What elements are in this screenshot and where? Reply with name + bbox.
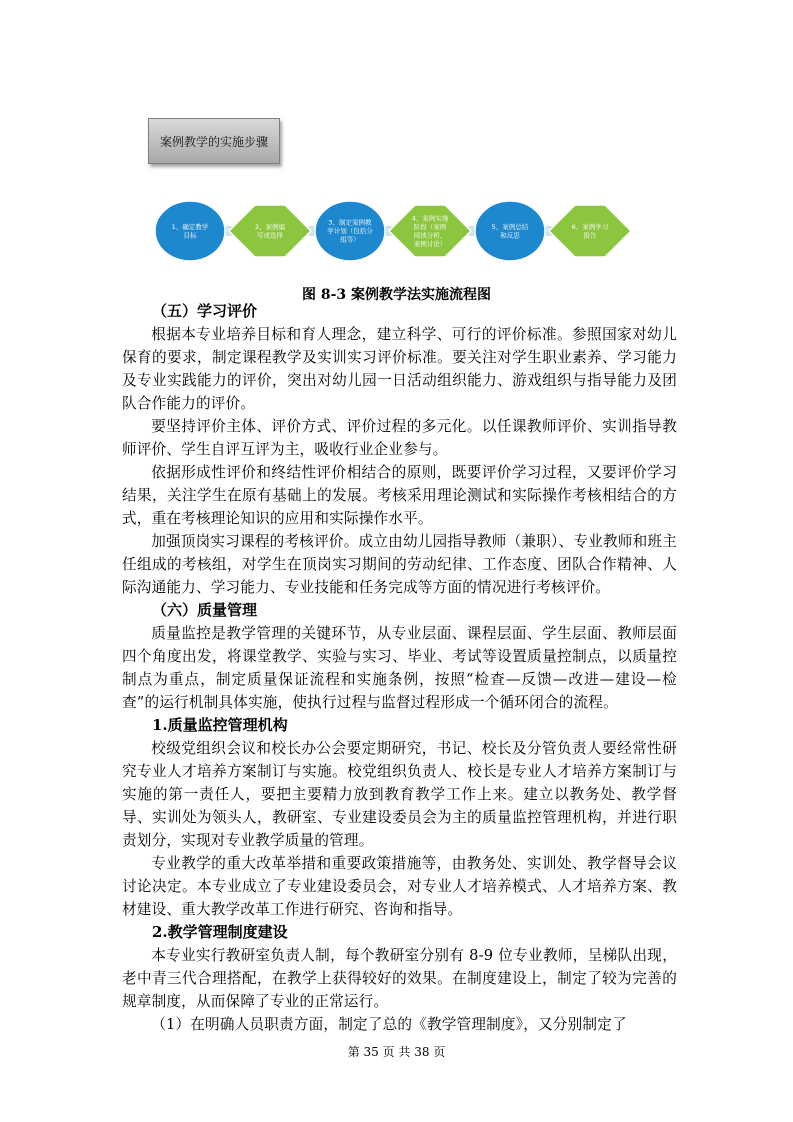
- flow-step-label: 组等）: [340, 235, 360, 244]
- flow-step-label: 写或选择: [257, 231, 283, 240]
- figure-caption: 图 8-3 案例教学法实施流程图: [301, 287, 492, 303]
- flow-step-label: 阶段（案例: [413, 222, 447, 231]
- flowchart-diagram: [148, 118, 648, 278]
- flow-step-label: 2、案例编: [254, 222, 286, 231]
- paragraph: 加强顶岗实习课程的考核评价。成立由幼儿园指导教师（兼职）、专业教师和班主任组成的考核组，对学生在顶岗实习期间的劳动纪律、工作态度、团队合作精神、人际沟通能力、学习能力、专业技能和任务完成等方面的情况进行考核评价。: [122, 533, 677, 596]
- flow-step-3: [315, 201, 385, 261]
- page-footer: 第 35 页 共 38 页: [347, 1045, 446, 1059]
- flow-step-label: 6、案例学习: [571, 222, 609, 231]
- flow-step-6: [549, 205, 631, 257]
- paragraph: 要坚持评价主体、评价方式、评价过程的多元化。以任课教师评价、实训指导教师评价、学生自评互评为主，吸收行业企业参与。: [122, 418, 677, 458]
- paragraph: 本专业实行教研室负责人制，每个教研室分别有 8-9 位专业教师，呈梯队出现，老中青三代合理搭配，在教学上获得较好的效果。在制度建设上，制定了较为完善的规章制度，从而保障了专业的正常运行。: [122, 947, 677, 1010]
- flow-step-label: 5、案例总结: [491, 222, 529, 231]
- flow-step-5: [475, 201, 545, 261]
- section-heading-quality-management: （六）质量管理: [152, 601, 258, 619]
- flowchart: [148, 118, 648, 278]
- flow-step-label: 4、案例实施: [411, 214, 449, 223]
- flow-step-2: [229, 205, 311, 257]
- flowchart-title: 案例教学的实施步骤: [148, 118, 280, 164]
- flow-step-label: 报告: [583, 231, 597, 240]
- flow-step-label: 阅读分析、: [413, 231, 447, 240]
- paragraph: 依据形成性评价和终结性评价相结合的原则，既要评价学习过程，又要评价学习结果，关注学生在原有基础上的发展。考核采用理论测试和实际操作考核相结合的方式，重在考核理论知识的应用和实际操作水平。: [122, 464, 677, 527]
- paragraph: 专业教学的重大改革举措和重要政策措施等，由教务处、实训处、教学督导会议讨论决定。本专业成立了专业建设委员会，对专业人才培养模式、人才培养方案、教材建设、重大教学改革工作进行研究、咨询和指导。: [122, 855, 677, 918]
- paragraph: 校级党组织会议和校长办公会要定期研究，书记、校长及分管负责人要经常性研究专业人才培养方案制订与实施。校党组织负责人、校长是专业人才培养方案制订与实施的第一责任人，要把主要精力放到教育教学工作上来。建立以教务处、教学督导、实训处为领头人，教研室、专业建设委员会为主的质量监控管理机构，并进行职责划分，实现对专业教学质量的管理。: [122, 740, 677, 849]
- section-heading-learning-evaluation: （五）学习评价: [152, 302, 258, 320]
- flow-step-label: 目标: [183, 231, 197, 240]
- subheading-quality-monitoring: 1.质量监控管理机构: [152, 716, 288, 734]
- flow-step-4: [389, 205, 471, 257]
- subheading-management-system: 2.教学管理制度建设: [152, 923, 288, 941]
- flow-step-label: 案例讨论）: [413, 239, 447, 248]
- flow-step-label: 3、制定案例教: [328, 218, 372, 227]
- flow-step-label: 和反思: [500, 231, 520, 240]
- paragraph: 根据本专业培养目标和育人理念，建立科学、可行的评价标准。参照国家对幼儿保育的要求，制定课程教学及实训实习评价标准。要关注对学生职业素养、学习能力及专业实践能力的评价，突出对幼儿园一日活动组织能力、游戏组织与指导能力及团队合作能力的评价。: [122, 326, 677, 412]
- paragraph: （1）在明确人员职责方面，制定了总的《教学管理制度》，又分别制定了: [151, 1016, 627, 1033]
- paragraph: 质量监控是教学管理的关键环节，从专业层面、课程层面、学生层面、教师层面四个角度出发，将课堂教学、实验与实习、毕业、考试等设置质量控制点，以质量控制点为重点，制定质量保证流程和实施条例，按照“检查—反馈—改进—建设—检查”的运行机制具体实施，使执行过程与监督过程形成一个循环闭合的流程。: [122, 625, 677, 711]
- flow-step-1: [155, 201, 225, 261]
- body-text: [122, 300, 677, 1036]
- flow-step-label: 学计划（包括分: [327, 227, 373, 235]
- flow-step-label: 1、确定教学: [171, 222, 209, 231]
